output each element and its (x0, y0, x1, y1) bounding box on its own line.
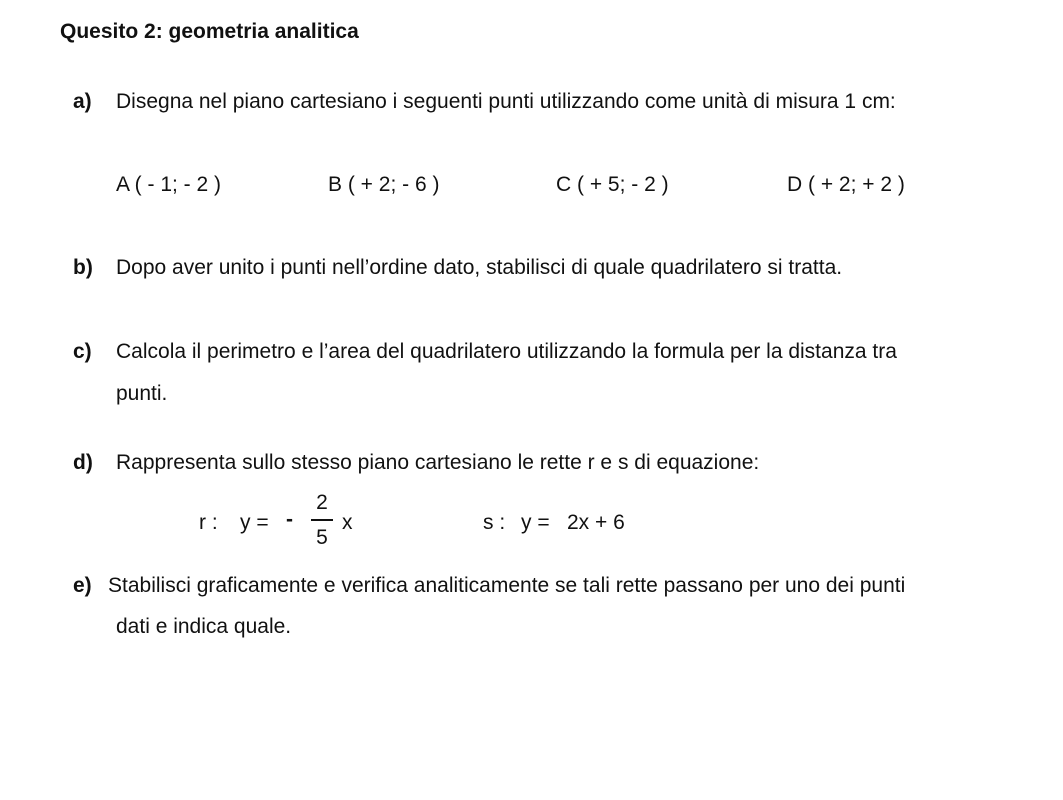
item-e-text-line2: dati e indica quale. (116, 615, 292, 638)
item-c-text-line1: Calcola il perimetro e l’area del quadrilatero utilizzando la formula per la distanza tra (116, 340, 897, 363)
item-a-text: Disegna nel piano cartesiano i seguenti punti utilizzando come unità di misura 1 cm: (116, 90, 896, 113)
point-b: B ( + 2; - 6 ) (328, 173, 440, 196)
equation-r-denominator: 5 (316, 526, 328, 549)
equation-r-variable: x (342, 511, 353, 534)
fraction-bar (311, 519, 333, 521)
item-e-label: e) (73, 574, 92, 597)
equation-r-name: r : (199, 511, 218, 534)
item-a-label: a) (73, 90, 92, 113)
equation-s-name: s : (483, 511, 506, 534)
equation-r-fraction (311, 490, 333, 551)
equation-s-rhs: 2x + 6 (567, 511, 625, 534)
equation-s-lhs: y = (521, 511, 550, 534)
point-a: A ( - 1; - 2 ) (116, 173, 222, 196)
item-c-text-line2: punti. (116, 382, 168, 405)
page-title: Quesito 2: geometria analitica (60, 20, 359, 43)
item-b-label: b) (73, 256, 93, 279)
item-c-label: c) (73, 340, 92, 363)
item-b-text: Dopo aver unito i punti nell’ordine dato, stabilisci di quale quadrilatero si tratta. (116, 256, 843, 279)
point-d: D ( + 2; + 2 ) (787, 173, 905, 196)
equation-r-lhs: y = (240, 511, 269, 534)
item-d-label: d) (73, 451, 93, 474)
item-d-text: Rappresenta sullo stesso piano cartesiano le rette r e s di equazione: (116, 451, 760, 474)
equation-r-sign: - (286, 508, 293, 531)
equation-r-numerator: 2 (316, 491, 328, 514)
point-c: C ( + 5; - 2 ) (556, 173, 669, 196)
item-e-text-line1: Stabilisci graficamente e verifica analiticamente se tali rette passano per uno dei punti (108, 574, 906, 597)
